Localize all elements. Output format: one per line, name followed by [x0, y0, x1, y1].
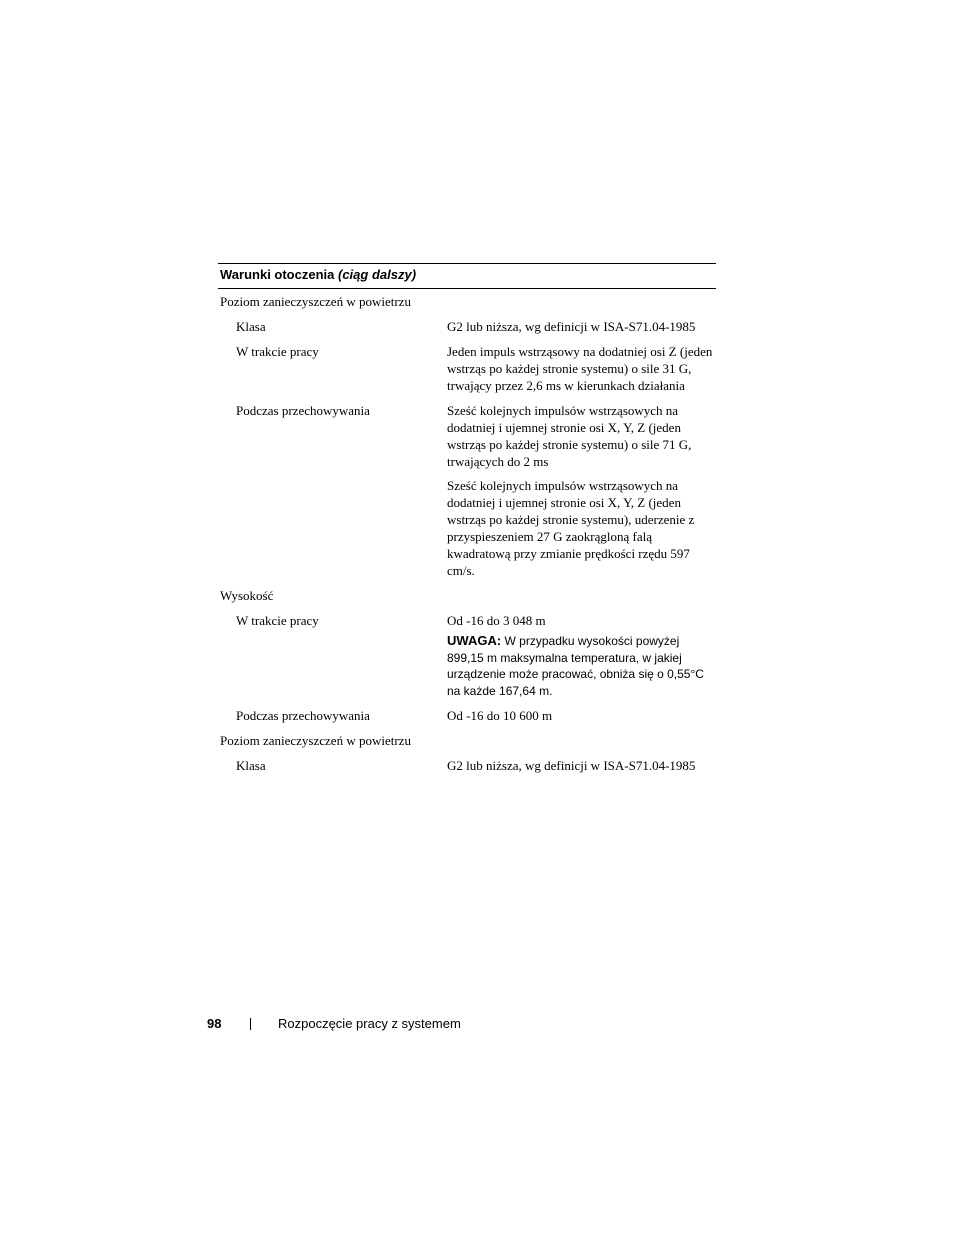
row-value [447, 757, 715, 774]
row-value-text: Jeden impuls wstrząsowy na dodatniej osi Z (jeden wstrząs po każdej stronie systemu) o sile 31 G, trwający przez 2,6 ms w kierunkach działania [447, 344, 713, 393]
note [447, 633, 715, 699]
row-key: Klasa [236, 758, 266, 773]
row-value-text: Sześć kolejnych impulsów wstrząsowych na dodatniej i ujemnej stronie osi X, Y, Z (jeden wstrząs po każdej stronie systemu) o sile 71 G, trwających do 2 ms [447, 403, 692, 469]
row-value-text: Od -16 do 10 600 m [447, 708, 553, 723]
page-number: 98 [207, 1016, 222, 1031]
row-key: W trakcie pracy [236, 344, 319, 359]
table-header [218, 264, 716, 288]
table-row [218, 757, 716, 774]
row-key: Podczas przechowywania [236, 708, 370, 723]
row-value [447, 612, 715, 699]
group-label-airborne: Poziom zanieczyszczeń w powietrzu [220, 294, 411, 309]
row-value-text: G2 lub niższa, wg definicji w ISA-S71.04-1985 [447, 758, 696, 773]
row-key: Klasa [236, 319, 266, 334]
table-row [218, 343, 716, 394]
row-value [447, 707, 715, 724]
note-text: W przypadku wysokości powyżej 899,15 m maksymalna temperatura, w jakiej urządzenie może pracować, obniża się o 0,55°C na każde 167,64 m. [447, 634, 704, 698]
note-label: UWAGA: [447, 633, 502, 648]
table-row [218, 402, 716, 579]
row-value-text: Sześć kolejnych impulsów wstrząsowych na dodatniej i ujemnej stronie osi X, Y, Z (jeden wstrząs po każdej stronie systemu), uderzenie z przyspieszeniem 27 G zaokrągloną falą kwadratową przy zmianie prędkości rzędu 597 cm/s. [447, 478, 695, 578]
table-title-suffix: (ciąg dalszy) [338, 267, 417, 282]
section-title: Rozpoczęcie pracy z systemem [278, 1016, 461, 1031]
table-title: Warunki otoczenia [220, 267, 335, 282]
footer-separator [250, 1018, 251, 1030]
row-key: Podczas przechowywania [236, 403, 370, 418]
table-row [218, 318, 716, 335]
header-rule [218, 288, 716, 289]
group-label-airborne-2: Poziom zanieczyszczeń w powietrzu [220, 733, 411, 748]
table-row [218, 612, 716, 699]
group-label-altitude: Wysokość [220, 588, 274, 603]
row-value-text: Od -16 do 3 048 m [447, 613, 546, 628]
row-key: W trakcie pracy [236, 613, 319, 628]
row-value [447, 402, 715, 579]
environment-table [218, 263, 716, 774]
row-value-text: G2 lub niższa, wg definicji w ISA-S71.04-1985 [447, 319, 696, 334]
row-value [447, 343, 715, 394]
table-row [218, 707, 716, 724]
row-value [447, 318, 715, 335]
